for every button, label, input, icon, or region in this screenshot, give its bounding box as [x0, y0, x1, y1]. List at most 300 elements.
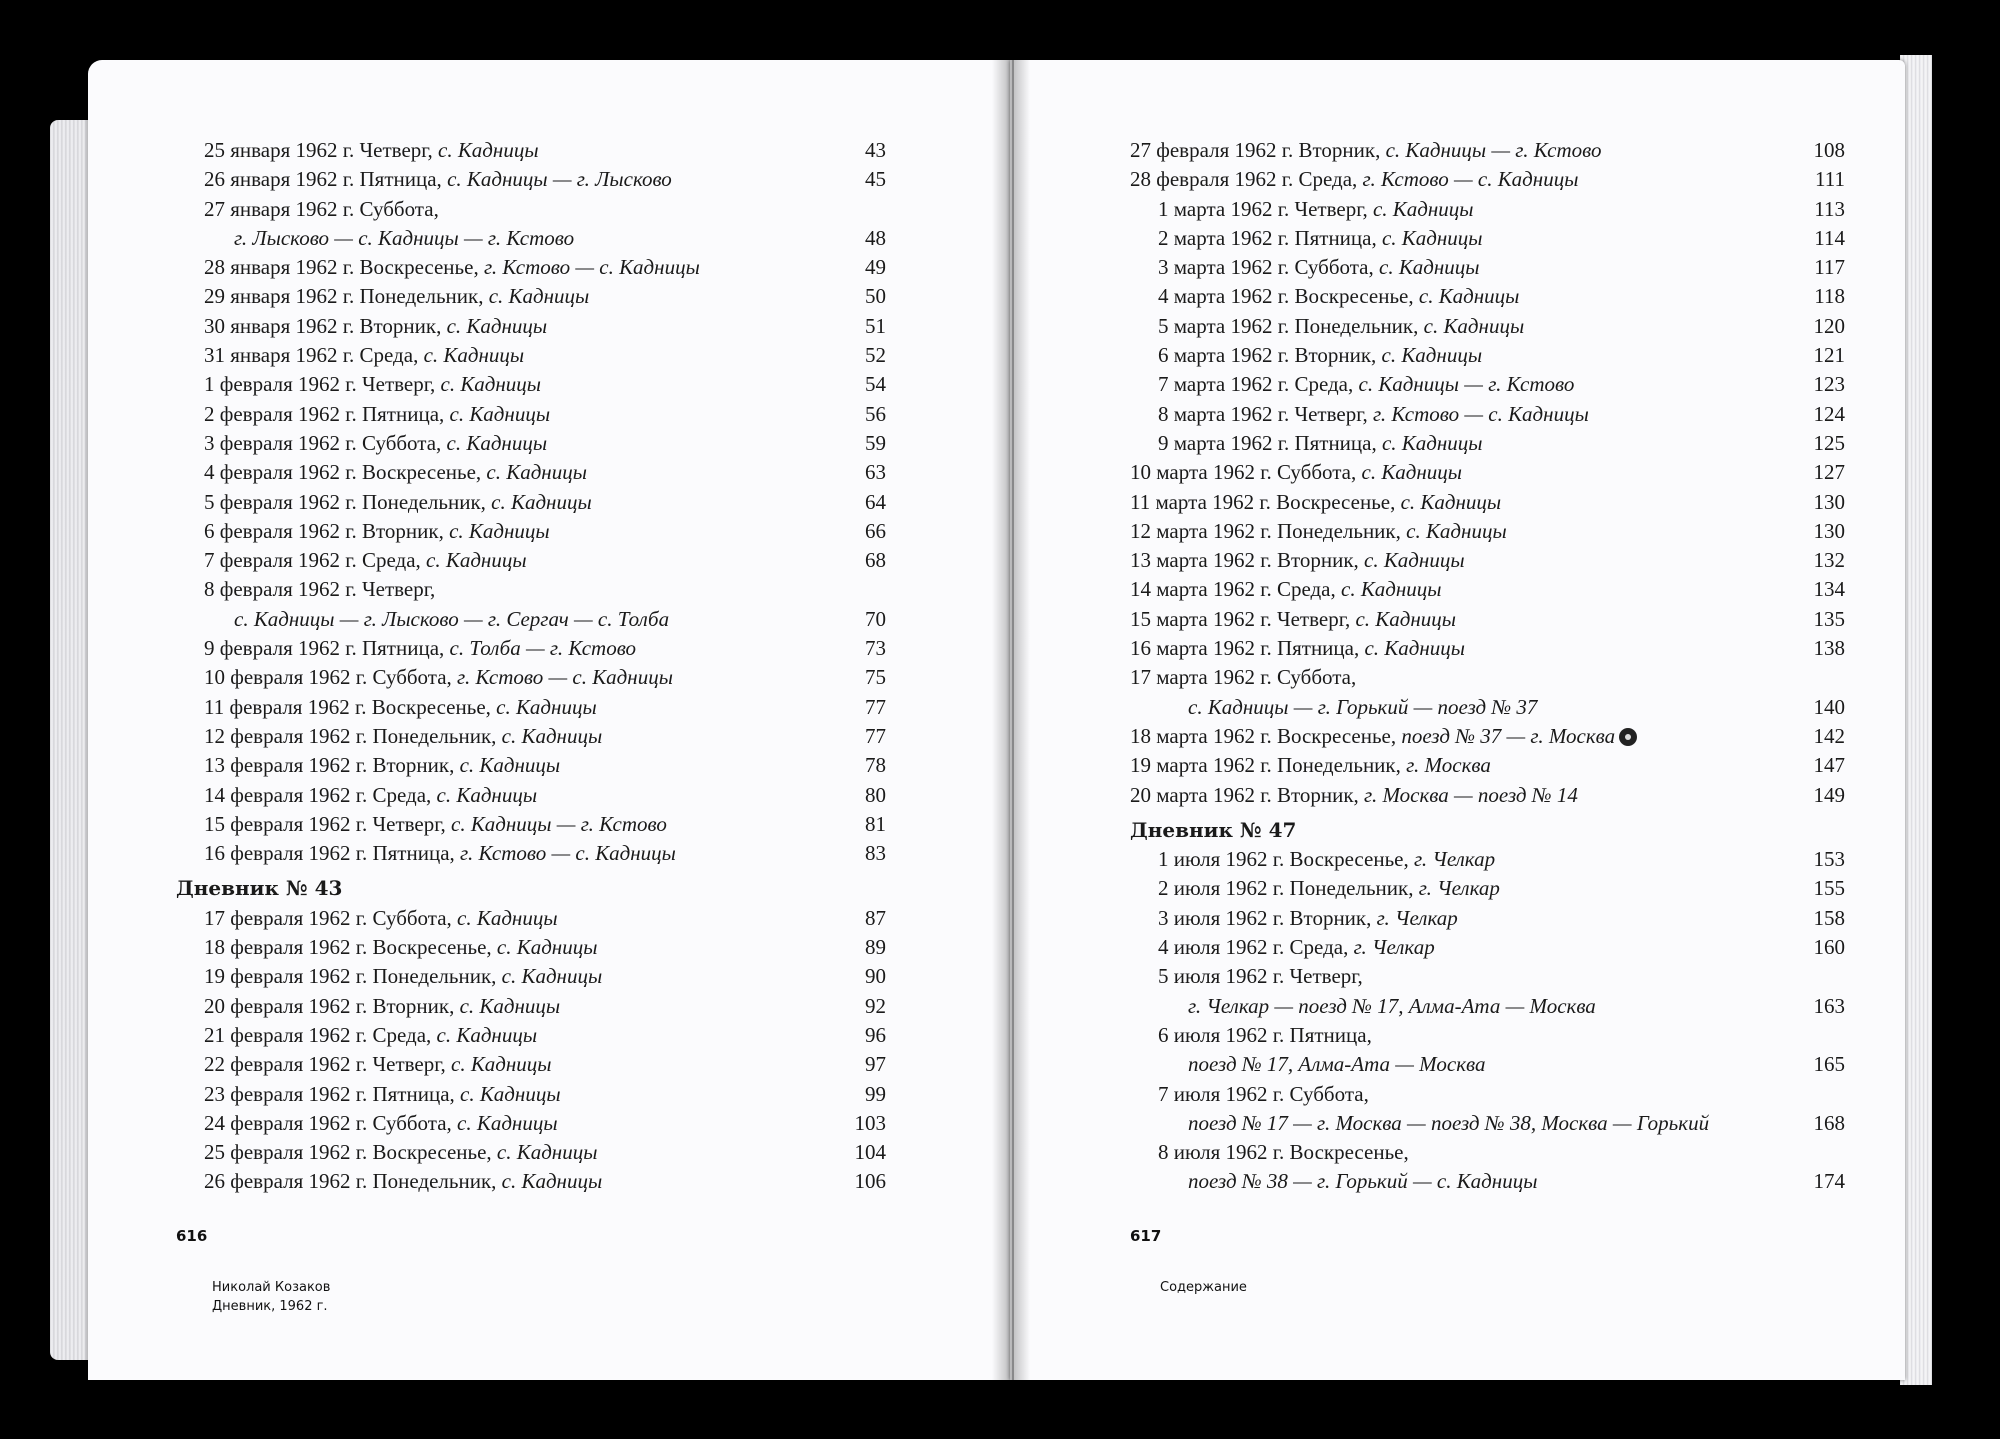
toc-entry-date: 26 января 1962 г. Пятница, [204, 167, 448, 192]
toc-entry-place: г. Челкар [1376, 905, 1458, 930]
toc-entry-page: 147 [1813, 753, 1845, 778]
toc-entry-date: 27 февраля 1962 г. Вторник, [1130, 138, 1386, 162]
toc-entry [1130, 458, 1845, 487]
toc-entry [1130, 312, 1845, 341]
toc-entry-date: 7 июля 1962 г. Суббота, [1158, 1081, 1369, 1106]
toc-entry-text [1130, 429, 1785, 458]
toc-entry [1130, 575, 1845, 604]
toc-entry-text [1130, 195, 1785, 224]
toc-entry-text [1130, 1050, 1785, 1079]
toc-entry-place: с. Кадницы [1400, 489, 1502, 514]
toc-entry-text [176, 341, 826, 370]
toc-entry-date: 5 марта 1962 г. Понедельник, [1158, 313, 1424, 338]
toc-entry-place: с. Кадницы [449, 401, 551, 426]
toc-entry [176, 312, 886, 341]
toc-entry [1130, 253, 1845, 282]
toc-entry [1130, 282, 1845, 311]
toc-entry [1130, 546, 1845, 575]
toc-entry-date: 10 февраля 1962 г. Суббота, [204, 665, 458, 690]
toc-entry-text [1130, 312, 1785, 341]
toc-entry-date: 27 января 1962 г. Суббота, [204, 196, 439, 221]
toc-entry-page [1785, 1021, 1845, 1050]
toc-entry-date: 29 января 1962 г. Понедельник, [204, 284, 489, 309]
footer-section-title: Содержание [1160, 1280, 1247, 1295]
toc-entry-text [176, 722, 826, 751]
toc-entry-page: 96 [865, 1022, 886, 1047]
toc-entry-date: 7 февраля 1962 г. Среда, [204, 548, 427, 573]
toc-entry [1130, 1021, 1845, 1050]
toc-entry-date: 19 марта 1962 г. Понедельник, [1130, 753, 1407, 778]
toc-entry [176, 1050, 886, 1079]
toc-entry-page: 80 [865, 782, 886, 807]
toc-entry-date: 20 февраля 1962 г. Вторник, [204, 993, 460, 1018]
toc-entry-place: г. Кстово — с. Кадницы [483, 255, 700, 280]
toc-entry [176, 1138, 886, 1167]
toc-entry-page: 45 [865, 167, 886, 192]
toc-entry [176, 195, 886, 224]
toc-entry-text [176, 933, 826, 962]
toc-entry-place: г. Москва [1406, 753, 1491, 778]
toc-entry-text [1130, 722, 1785, 751]
toc-entry-date: 2 июля 1962 г. Понедельник, [1158, 876, 1419, 901]
toc-entry [1130, 165, 1845, 194]
toc-entry-text [176, 810, 826, 839]
toc-entry-place: с. Кадницы [1406, 518, 1507, 543]
toc-entry [176, 663, 886, 692]
toc-entry-text [1130, 575, 1785, 604]
toc-entry-place: с. Кадницы [496, 935, 598, 960]
right-table-of-contents [1130, 136, 1845, 1197]
toc-entry-text [176, 663, 826, 692]
toc-entry-date: 28 февраля 1962 г. Среда, [1130, 167, 1363, 192]
toc-entry-place: с. Кадницы [1381, 343, 1483, 368]
toc-entry-date: 4 марта 1962 г. Воскресенье, [1158, 284, 1419, 309]
toc-entry [176, 1021, 886, 1050]
toc-entry [1130, 992, 1845, 1021]
toc-entry-text [1130, 634, 1785, 663]
toc-entry [1130, 722, 1845, 751]
toc-entry-place: поезд № 17, Алма-Ата — Москва [1188, 1052, 1486, 1077]
toc-entry-date: 17 марта 1962 г. Суббота, [1130, 665, 1357, 690]
toc-entry-place: г. Кстово — с. Кадницы [1372, 401, 1589, 426]
toc-entry-page: 124 [1813, 401, 1845, 426]
toc-entry-place: поезд № 38 — г. Горький — с. Кадницы [1188, 1169, 1538, 1194]
toc-entry-place: с. Кадницы [491, 489, 592, 514]
toc-entry-page: 78 [865, 753, 886, 778]
toc-entry [1130, 1050, 1845, 1079]
toc-entry-date: 15 марта 1962 г. Четверг, [1130, 606, 1356, 631]
toc-entry-text [1130, 1109, 1785, 1138]
toc-entry-date: 8 марта 1962 г. Четверг, [1158, 401, 1373, 426]
gutter-shadow-left [992, 60, 1014, 1380]
toc-entry-date: 13 февраля 1962 г. Вторник, [204, 753, 460, 778]
toc-entry-page: 68 [865, 548, 886, 573]
toc-entry-text [176, 400, 826, 429]
toc-entry-date: 18 марта 1962 г. Воскресенье, [1130, 723, 1402, 748]
toc-entry-page: 134 [1813, 577, 1845, 602]
toc-entry-page: 81 [865, 811, 886, 836]
toc-entry [1130, 429, 1845, 458]
left-footer [212, 1278, 330, 1316]
toc-entry-page: 49 [865, 255, 886, 280]
toc-entry-place: с. Кадницы [1372, 196, 1474, 221]
section-heading: Дневник № 47 [1130, 817, 1297, 842]
toc-entry-text [1130, 874, 1785, 903]
toc-entry-text [176, 517, 826, 546]
toc-entry [176, 458, 886, 487]
toc-entry [1130, 904, 1845, 933]
toc-entry [1130, 663, 1845, 692]
toc-entry-date: 18 февраля 1962 г. Воскресенье, [204, 935, 497, 960]
toc-entry-text [176, 1109, 826, 1138]
toc-entry-date: 20 марта 1962 г. Вторник, [1130, 782, 1365, 807]
toc-entry-place: с. Кадницы [459, 753, 561, 778]
toc-entry-place: с. Кадницы [459, 993, 561, 1018]
toc-entry-text [176, 253, 826, 282]
toc-entry [176, 400, 886, 429]
toc-entry-place: с. Кадницы [1364, 636, 1466, 661]
toc-entry-place: г. Москва — поезд № 14 [1364, 782, 1578, 807]
toc-entry [176, 253, 886, 282]
toc-entry-page: 92 [865, 993, 886, 1018]
toc-entry-text [176, 904, 826, 933]
toc-entry [1130, 1167, 1845, 1196]
toc-entry-text [176, 370, 826, 399]
toc-entry-page: 130 [1813, 489, 1845, 514]
toc-entry-date: 31 января 1962 г. Среда, [204, 343, 424, 368]
toc-entry-page: 111 [1815, 167, 1845, 192]
toc-entry-place: с. Кадницы [446, 430, 548, 455]
toc-entry-place: г. Кстово — с. Кадницы [457, 665, 673, 690]
toc-entry-date: 12 февраля 1962 г. Понедельник, [204, 723, 502, 748]
toc-entry-text [1130, 341, 1785, 370]
toc-entry-text [176, 1167, 826, 1196]
toc-entry-text [1130, 781, 1785, 810]
toc-entry-text [1130, 282, 1785, 311]
toc-entry-text [176, 962, 826, 991]
toc-entry-date: 22 февраля 1962 г. Четверг, [204, 1052, 451, 1077]
toc-entry-date: 25 января 1962 г. Четверг, [204, 138, 439, 162]
toc-entry-page [1785, 663, 1845, 692]
toc-entry-place: с. Кадницы [460, 1081, 561, 1106]
toc-entry [1130, 605, 1845, 634]
toc-entry [176, 781, 886, 810]
toc-entry-page: 66 [865, 518, 886, 543]
toc-entry-place: с. Толба — г. Кстово [449, 636, 637, 661]
toc-entry [1130, 136, 1845, 165]
toc-entry-place: с. Кадницы [423, 343, 525, 368]
toc-entry-place: с. Кадницы — г. Кстово [1358, 372, 1575, 397]
toc-entry [1130, 634, 1845, 663]
toc-entry-text [1130, 1080, 1785, 1109]
toc-entry-date: 28 января 1962 г. Воскресенье, [204, 255, 484, 280]
toc-entry-page: 168 [1813, 1110, 1845, 1135]
toc-entry-page: 54 [865, 372, 886, 397]
toc-entry-text [176, 693, 826, 722]
toc-entry-page: 51 [865, 313, 886, 338]
toc-entry-page: 43 [865, 138, 886, 162]
toc-entry-place: с. Кадницы [426, 548, 527, 573]
toc-entry-text [176, 1138, 826, 1167]
toc-entry-date: 15 февраля 1962 г. Четверг, [204, 811, 451, 836]
toc-entry-date: 9 марта 1962 г. Пятница, [1158, 430, 1382, 455]
toc-entry-text [1130, 1021, 1785, 1050]
toc-entry-place: с. Кадницы [1381, 225, 1483, 250]
toc-entry-text [1130, 693, 1785, 722]
toc-entry-page: 90 [865, 964, 886, 989]
toc-entry-text [1130, 845, 1785, 874]
toc-entry [176, 224, 886, 253]
toc-entry-place: с. Кадницы — г. Лысково — г. Сергач — с. Толба [234, 606, 670, 631]
toc-entry-place: с. Кадницы [446, 313, 548, 338]
toc-entry-text [176, 546, 826, 575]
toc-entry-date: 16 февраля 1962 г. Пятница, [204, 841, 461, 866]
toc-entry-text [176, 165, 826, 194]
toc-entry-date: 3 февраля 1962 г. Суббота, [204, 430, 447, 455]
toc-entry-text [176, 634, 826, 663]
toc-entry-page: 149 [1813, 782, 1845, 807]
toc-entry-date: 4 февраля 1962 г. Воскресенье, [204, 460, 487, 485]
toc-entry-page: 64 [865, 489, 886, 514]
toc-entry-page: 73 [865, 636, 886, 661]
toc-entry-place: с. Кадницы [438, 138, 539, 162]
toc-entry-page: 83 [865, 841, 886, 866]
toc-entry-text [1130, 370, 1785, 399]
toc-entry-text [176, 488, 826, 517]
toc-entry-page: 89 [865, 935, 886, 960]
toc-entry-date: 1 июля 1962 г. Воскресенье, [1158, 847, 1414, 872]
toc-entry-place: с. Кадницы [1418, 284, 1520, 309]
toc-entry-place: г. Челкар [1418, 876, 1500, 901]
toc-entry [176, 962, 886, 991]
toc-entry-date: 17 февраля 1962 г. Суббота, [204, 905, 458, 930]
toc-entry-place: с. Кадницы [488, 284, 590, 309]
toc-entry [1130, 781, 1845, 810]
toc-entry-text [1130, 517, 1785, 546]
toc-entry [176, 517, 886, 546]
toc-entry-date: 5 февраля 1962 г. Понедельник, [204, 489, 492, 514]
toc-entry-date: 14 февраля 1962 г. Среда, [204, 782, 437, 807]
toc-entry-place: г. Лысково — с. Кадницы — г. Кстово [234, 225, 575, 250]
toc-entry [1130, 1080, 1845, 1109]
toc-entry-text [1130, 1138, 1785, 1167]
toc-entry-text [176, 195, 826, 224]
toc-entry-page: 48 [865, 225, 886, 250]
toc-entry [176, 165, 886, 194]
toc-entry-page: 138 [1813, 636, 1845, 661]
toc-entry-date: 3 марта 1962 г. Суббота, [1158, 255, 1379, 280]
toc-entry-date: 2 марта 1962 г. Пятница, [1158, 225, 1382, 250]
toc-entry-place: с. Кадницы [451, 1052, 552, 1077]
toc-entry-text [176, 136, 826, 165]
toc-entry-text [176, 575, 826, 604]
toc-entry-page [1785, 962, 1845, 991]
right-footer [1160, 1278, 1247, 1297]
toc-entry-place: с. Кадницы [1381, 430, 1483, 455]
toc-entry-page: 123 [1813, 372, 1845, 397]
toc-entry-text [176, 751, 826, 780]
toc-entry-text [176, 992, 826, 1021]
toc-entry-place: с. Кадницы — г. Горький — поезд № 37 [1188, 694, 1538, 719]
toc-entry [176, 751, 886, 780]
toc-entry-place: г. Челкар [1413, 847, 1496, 872]
toc-entry-date: 5 июля 1962 г. Четверг, [1158, 964, 1363, 989]
toc-entry [176, 1109, 886, 1138]
toc-entry-date: 2 февраля 1962 г. Пятница, [204, 401, 450, 426]
gutter-shadow-right [1012, 60, 1030, 1380]
toc-entry-date: 19 февраля 1962 г. Понедельник, [204, 964, 502, 989]
toc-entry-page: 155 [1813, 876, 1845, 901]
toc-entry-page: 103 [854, 1110, 886, 1135]
toc-entry [1130, 224, 1845, 253]
toc-entry-text [1130, 904, 1785, 933]
toc-entry [176, 136, 886, 165]
toc-entry-place: с. Кадницы [436, 782, 538, 807]
toc-entry-date: 4 июля 1962 г. Среда, [1158, 935, 1354, 960]
toc-entry-text [176, 781, 826, 810]
toc-entry [176, 722, 886, 751]
toc-entry-page: 113 [1814, 196, 1845, 221]
toc-entry-text [1130, 992, 1785, 1021]
toc-entry-page: 125 [1813, 430, 1845, 455]
toc-entry-place: поезд № 17 — г. Москва — поезд № 38, Москва — Горький [1188, 1110, 1710, 1135]
toc-entry [176, 282, 886, 311]
toc-entry [1130, 693, 1845, 722]
toc-entry-date: 23 февраля 1962 г. Пятница, [204, 1081, 461, 1106]
toc-entry [1130, 341, 1845, 370]
toc-entry [1130, 370, 1845, 399]
toc-entry [1130, 962, 1845, 991]
toc-entry-date: 21 февраля 1962 г. Среда, [204, 1022, 437, 1047]
toc-entry-place: с. Кадницы [1341, 577, 1442, 602]
toc-entry-place: с. Кадницы [1379, 255, 1480, 280]
toc-entry-page: 130 [1813, 518, 1845, 543]
toc-entry-place: с. Кадницы [457, 1110, 558, 1135]
toc-entry [1130, 933, 1845, 962]
toc-entry-text [1130, 663, 1785, 692]
toc-entry-page: 59 [865, 430, 886, 455]
toc-entry-page: 97 [865, 1052, 886, 1077]
toc-entry-text [1130, 933, 1785, 962]
toc-entry [176, 933, 886, 962]
toc-entry-place: с. Кадницы [501, 1169, 603, 1194]
toc-entry-place: с. Кадницы — г. Кстово [451, 811, 667, 836]
toc-entry-date: 6 февраля 1962 г. Вторник, [204, 518, 450, 543]
toc-entry-page: 104 [854, 1140, 886, 1165]
toc-entry-date: 12 марта 1962 г. Понедельник, [1130, 518, 1407, 543]
toc-entry-text [1130, 400, 1785, 429]
toc-entry-text [176, 605, 826, 634]
toc-entry-date: 7 марта 1962 г. Среда, [1158, 372, 1359, 397]
toc-entry-text [176, 458, 826, 487]
toc-entry [176, 370, 886, 399]
toc-entry-place: с. Кадницы [486, 460, 587, 485]
toc-entry-place: г. Кстово — с. Кадницы [1362, 167, 1579, 192]
toc-entry-page: 56 [865, 401, 886, 426]
toc-entry-text [1130, 165, 1785, 194]
toc-entry [176, 341, 886, 370]
left-folio: 616 [176, 1227, 208, 1245]
toc-entry [176, 1080, 886, 1109]
toc-entry-text [176, 1021, 826, 1050]
toc-entry-text [176, 312, 826, 341]
toc-entry-page: 120 [1813, 313, 1845, 338]
toc-entry-page: 158 [1813, 905, 1845, 930]
toc-entry [176, 429, 886, 458]
toc-entry-page: 121 [1813, 343, 1845, 368]
toc-entry-page: 75 [865, 665, 886, 690]
toc-entry-page: 117 [1814, 255, 1845, 280]
toc-entry-page: 63 [865, 460, 886, 485]
toc-entry-place: г. Кстово — с. Кадницы [460, 841, 676, 866]
toc-entry-date: 6 марта 1962 г. Вторник, [1158, 343, 1382, 368]
toc-entry-page [826, 195, 886, 224]
toc-entry [176, 488, 886, 517]
toc-entry-place: г. Челкар [1353, 935, 1435, 960]
toc-entry [1130, 751, 1845, 780]
toc-entry-place: поезд № 37 — г. Москва [1401, 723, 1616, 748]
toc-entry-place: с. Кадницы [457, 905, 558, 930]
toc-entry-text [1130, 224, 1785, 253]
toc-entry-text [1130, 962, 1785, 991]
toc-entry-place: с. Кадницы — г. Лысково [447, 167, 672, 192]
toc-entry-date: 13 марта 1962 г. Вторник, [1130, 548, 1365, 573]
toc-entry-date: 11 февраля 1962 г. Воскресенье, [204, 694, 497, 719]
toc-entry-place: с. Кадницы [496, 1140, 598, 1165]
toc-entry-text [176, 839, 826, 868]
toc-entry-page: 163 [1813, 993, 1845, 1018]
toc-entry-text [1130, 136, 1785, 165]
toc-entry [176, 605, 886, 634]
toc-entry-page: 114 [1814, 225, 1845, 250]
toc-entry-place: с. Кадницы [436, 1022, 538, 1047]
toc-entry-text [1130, 1167, 1785, 1196]
toc-entry-page: 140 [1813, 694, 1845, 719]
toc-entry [1130, 1109, 1845, 1138]
toc-entry-place: с. Кадницы [1364, 548, 1465, 573]
toc-entry-place: с. Кадницы [496, 694, 597, 719]
toc-entry [176, 810, 886, 839]
toc-entry-page: 118 [1814, 284, 1845, 309]
toc-entry-text [176, 1080, 826, 1109]
toc-entry [176, 693, 886, 722]
toc-entry-page [1785, 1080, 1845, 1109]
toc-entry-date: 16 марта 1962 г. Пятница, [1130, 636, 1365, 661]
toc-entry-place: г. Челкар — поезд № 17, Алма-Ата — Москва [1188, 993, 1596, 1018]
toc-entry-page: 174 [1813, 1169, 1845, 1194]
toc-entry-page: 108 [1813, 138, 1845, 162]
toc-entry-page: 165 [1813, 1052, 1845, 1077]
toc-entry-place: с. Кадницы [501, 964, 603, 989]
toc-entry-page: 135 [1813, 606, 1845, 631]
toc-entry-page: 50 [865, 284, 886, 309]
toc-entry-date: 11 марта 1962 г. Воскресенье, [1130, 489, 1401, 514]
toc-entry-page: 87 [865, 905, 886, 930]
toc-entry-text [176, 1050, 826, 1079]
toc-entry-text [176, 224, 826, 253]
toc-entry-page: 106 [854, 1169, 886, 1194]
toc-entry-page: 70 [865, 606, 886, 631]
toc-entry-page: 142 [1813, 723, 1845, 748]
toc-entry-place: с. Кадницы — г. Кстово [1385, 138, 1602, 162]
left-table-of-contents [176, 136, 886, 1197]
toc-entry-date: 1 февраля 1962 г. Четверг, [204, 372, 441, 397]
toc-entry-place: с. Кадницы [1355, 606, 1456, 631]
toc-entry-page: 132 [1813, 548, 1845, 573]
toc-entry-date: 30 января 1962 г. Вторник, [204, 313, 447, 338]
footer-author: Николай Козаков [212, 1280, 331, 1295]
toc-entry-page [1785, 1138, 1845, 1167]
